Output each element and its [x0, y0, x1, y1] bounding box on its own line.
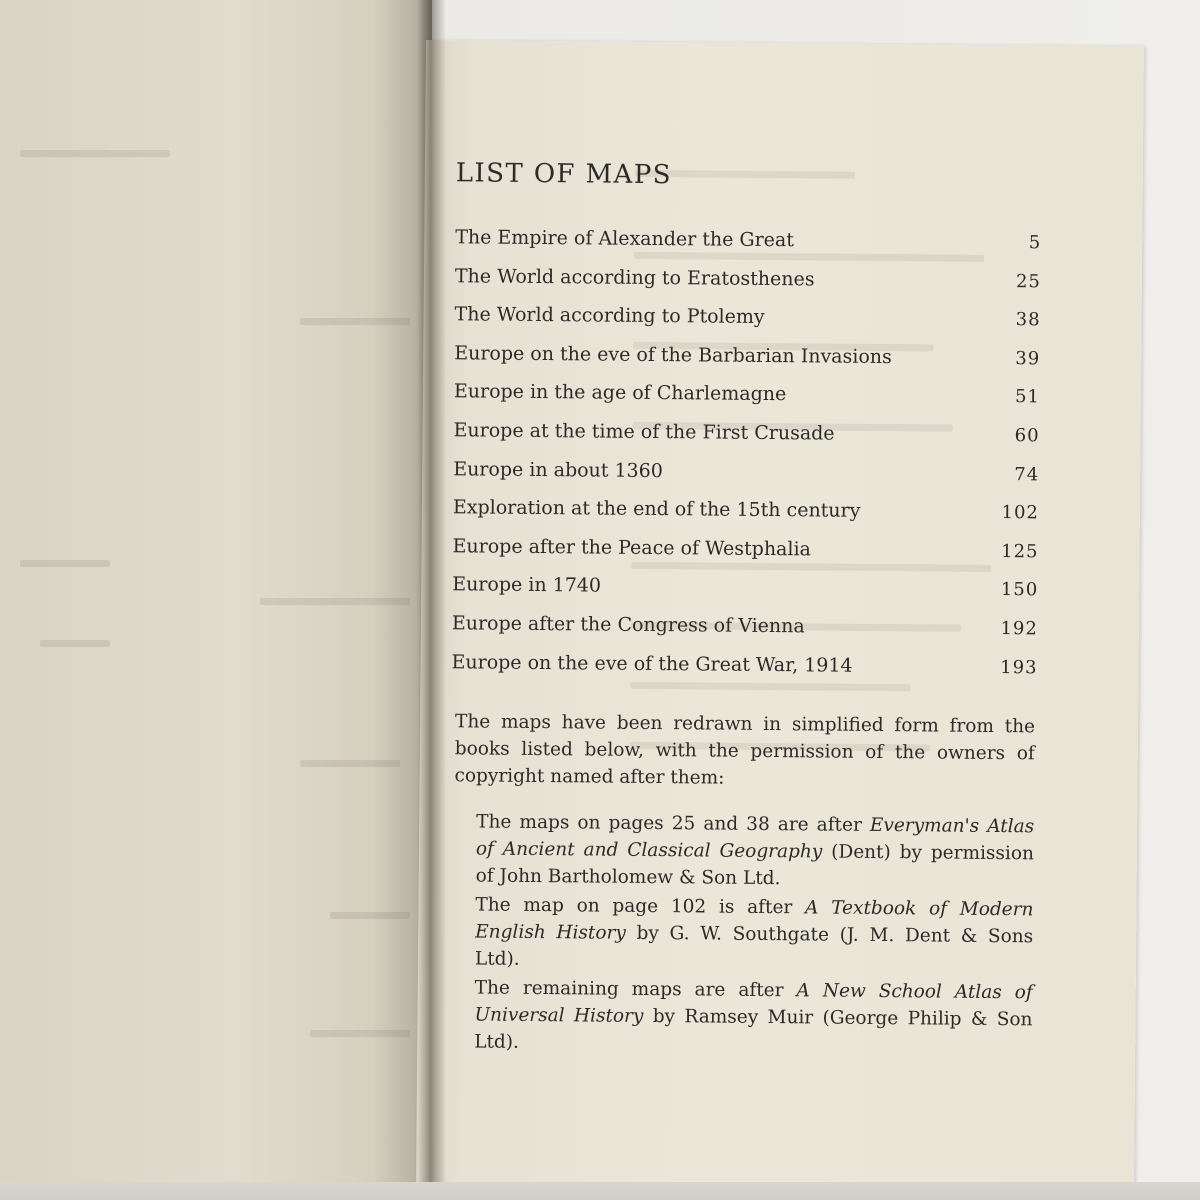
credit-text: The map on page 102 is after — [475, 894, 806, 919]
map-page-number: 39 — [1015, 347, 1041, 370]
list-title: LIST OF MAPS — [455, 158, 673, 191]
map-page-number: 38 — [1015, 309, 1041, 331]
map-entry — [455, 265, 1041, 309]
map-title: Europe on the eve of the Great War, 1914 — [451, 650, 853, 677]
map-page-number: 125 — [1001, 540, 1039, 563]
credit-text: The remaining maps are after — [474, 977, 797, 1002]
left-facing-page — [0, 0, 432, 1200]
map-page-number: 5 — [1028, 232, 1042, 254]
map-page-number: 51 — [1014, 386, 1040, 408]
credits-intro: The maps have been redrawn in simplified form from the books listed below, with the permission of the owners of copyright named after them: — [454, 711, 1036, 789]
map-page-number: 150 — [1000, 579, 1039, 601]
credit-text: by Ramsey Muir (George Philip & Son Ltd). — [474, 1005, 1033, 1053]
map-entry — [452, 574, 1038, 618]
credit-book-title: A Textbook of Modern English History — [475, 897, 1034, 944]
map-entry — [454, 303, 1040, 347]
credit-entry — [474, 974, 1033, 1060]
map-entry — [451, 651, 1037, 695]
credit-text: The maps on pages 25 and 38 are after — [476, 811, 871, 836]
map-page-number: 192 — [1000, 617, 1038, 640]
map-entry — [453, 419, 1039, 463]
show-through-text — [0, 0, 432, 1200]
map-page-number: 74 — [1014, 463, 1040, 485]
map-entry — [454, 381, 1040, 425]
credit-text: by G. W. Southgate (J. M. Dent & Sons Ltd). — [474, 922, 1034, 970]
map-title: Europe after the Peace of Westphalia — [452, 535, 812, 561]
credit-text: (Dent) by permission of John Bartholomew & Son Ltd. — [475, 841, 1035, 890]
credit-book-title: A New School Atlas of Universal History — [474, 980, 1033, 1027]
map-title: Europe after the Congress of Vienna — [451, 612, 805, 638]
map-page-number: 102 — [1001, 502, 1039, 524]
table-surface — [0, 1182, 1200, 1200]
map-entry — [454, 342, 1040, 386]
map-entry — [452, 535, 1038, 579]
credit-entry — [475, 891, 1034, 977]
map-entry — [453, 458, 1039, 502]
right-page — [416, 40, 1144, 1188]
map-entry — [455, 226, 1041, 270]
map-title: Europe in about 1360 — [453, 457, 663, 482]
map-title: The World according to Eratosthenes — [454, 264, 815, 290]
map-title: Europe in the age of Charlemagne — [453, 380, 787, 406]
credits-list — [474, 808, 1034, 1062]
map-list — [451, 226, 1041, 694]
map-title: The World according to Ptolemy — [454, 303, 765, 329]
map-page-number: 25 — [1015, 270, 1042, 292]
map-entry — [453, 496, 1039, 540]
map-page-number: 60 — [1014, 425, 1040, 447]
map-title: Europe at the time of the First Crusade — [453, 419, 835, 445]
map-title: The Empire of Alexander the Great — [455, 226, 795, 252]
map-page-number: 193 — [1000, 656, 1038, 678]
credit-entry — [476, 808, 1035, 894]
credit-book-title: Everyman's Atlas of Ancient and Classical Geography — [475, 814, 1035, 863]
map-entry — [452, 612, 1038, 656]
map-title: Europe in 1740 — [452, 573, 602, 597]
book-gutter — [418, 0, 446, 1200]
map-title: Exploration at the end of the 15th century — [452, 496, 861, 522]
map-title: Europe on the eve of the Barbarian Invasions — [454, 342, 892, 368]
